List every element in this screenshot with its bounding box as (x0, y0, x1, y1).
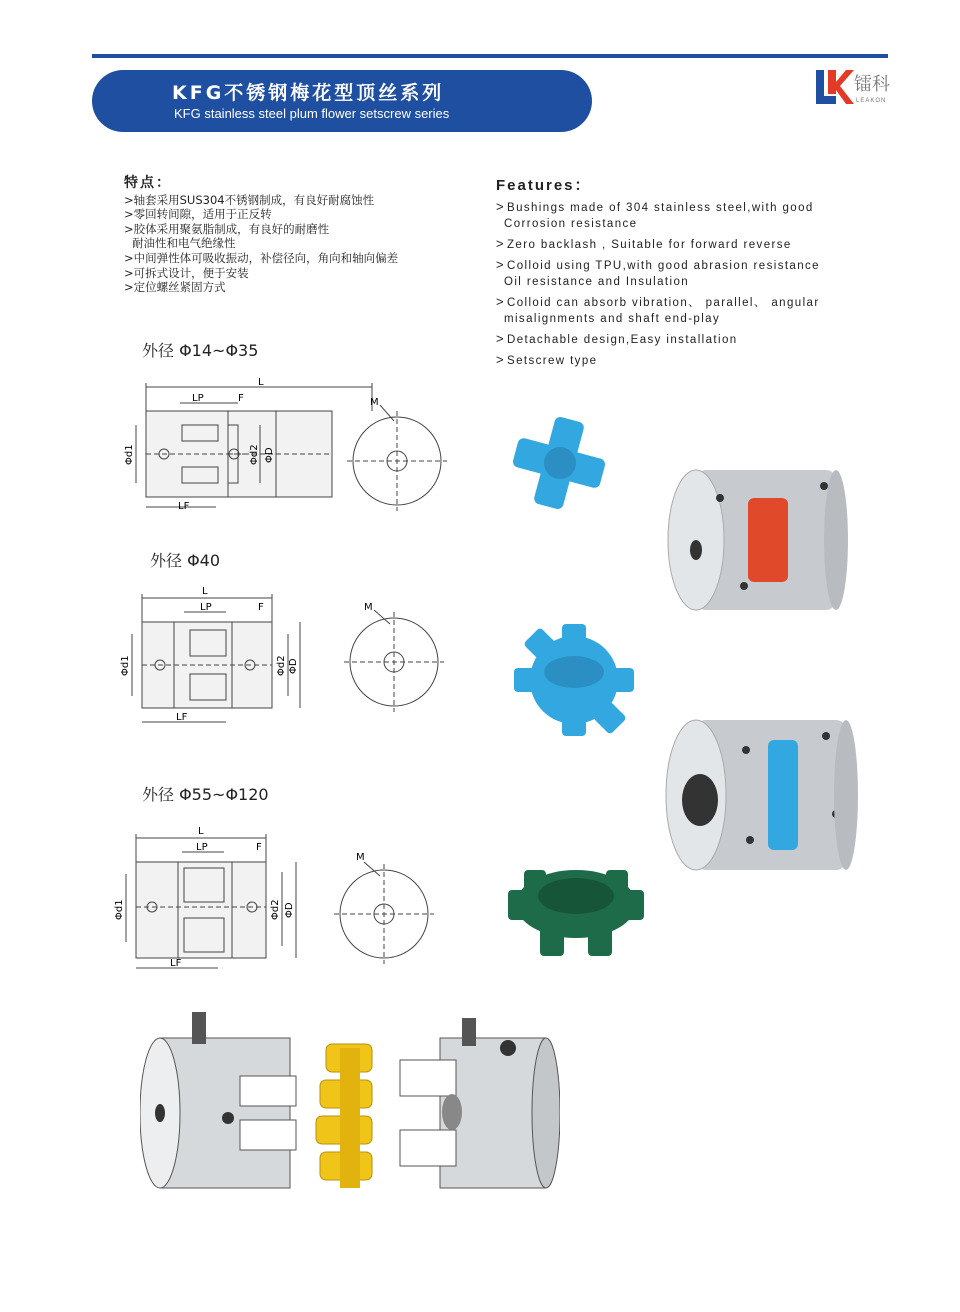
dim-F: F (258, 602, 264, 613)
blue-spider-4-icon (512, 416, 607, 511)
drawing-small (110, 375, 460, 525)
coupling-red-icon (668, 470, 848, 610)
features-cn (124, 176, 398, 295)
features-en-item: > Colloid can absorb vibration、 parallel、 angular misalignments and shaft end-play (496, 294, 820, 325)
dim-L: L (198, 826, 204, 837)
dim-LP: LP (192, 393, 204, 404)
title-cn: KFG不锈钢梅花型顶丝系列 (172, 82, 445, 104)
features-en-item: > Detachable design,Easy installation (496, 331, 738, 346)
dim-d2: Φd2 (276, 655, 287, 676)
dim-M: M (370, 397, 379, 408)
left-hub-icon (140, 1012, 296, 1188)
title-banner (92, 70, 592, 132)
green-spider-icon (508, 870, 644, 956)
features-en-heading: Features： (496, 177, 592, 194)
features-en-item: > Zero backlash , Suitable for forward reverse (496, 236, 792, 251)
dim-d1: Φd1 (124, 444, 135, 465)
dim-L: L (258, 377, 264, 388)
dim-LP: LP (196, 842, 208, 853)
dim-D: ΦD (284, 902, 295, 918)
product-photos (500, 410, 900, 990)
dim-M: M (364, 602, 373, 613)
dim-F: F (238, 393, 244, 404)
leakon-logo (812, 68, 892, 112)
drawing-large (106, 822, 456, 982)
features-cn-item: >中间弹性体可吸收振动，补偿径向，角向和轴向偏差 (124, 250, 399, 265)
dim-d1: Φd1 (114, 899, 125, 920)
logo-text-en: LEAKON (856, 98, 887, 104)
features-en (496, 174, 820, 373)
dim-D: ΦD (288, 658, 299, 674)
section-label-14-35: 外径 Φ14~Φ35 (142, 341, 259, 360)
dim-LF: LF (176, 712, 188, 723)
features-en-item: > Setscrew type (496, 352, 598, 367)
dim-LF: LF (178, 501, 190, 512)
lk-logo-icon (812, 68, 856, 108)
dim-d1: Φd1 (120, 655, 131, 676)
dim-M: M (356, 852, 365, 863)
dim-d2: Φd2 (249, 444, 260, 465)
blue-spider-6-icon (514, 624, 634, 736)
features-cn-heading: 特点： (124, 175, 172, 191)
features-cn-item: 耐油性和电气绝缘性 (132, 236, 236, 251)
drawing-medium (110, 584, 460, 734)
dim-L: L (202, 586, 208, 597)
top-rule (92, 54, 888, 58)
dim-LF: LF (170, 958, 182, 969)
section-label-55-120: 外径 Φ55~Φ120 (142, 785, 269, 804)
features-cn-item: >定位螺丝紧固方式 (124, 280, 226, 295)
dim-LP: LP (200, 602, 212, 613)
features-en-item: > Bushings made of 304 stainless steel,with good Corrosion resistance (496, 199, 814, 230)
yellow-spider-icon (316, 1044, 372, 1188)
section-label-40: 外径 Φ40 (150, 551, 221, 570)
features-cn-item: >可拆式设计，便于安装 (124, 265, 249, 280)
dim-F: F (256, 842, 262, 853)
exploded-view (140, 1008, 560, 1204)
features-cn-item: >零回转间隙，适用于正反转 (124, 207, 272, 222)
logo-text-cn: 镭科 (854, 74, 890, 95)
title-en: KFG stainless steel plum flower setscrew series (174, 106, 450, 121)
right-hub-icon (400, 1018, 560, 1188)
features-cn-item: >轴套采用SUS304不锈钢制成，有良好耐腐蚀性 (124, 192, 375, 207)
coupling-blue-icon (666, 720, 858, 870)
dim-d2: Φd2 (270, 899, 281, 920)
features-cn-item: >胶体采用聚氨脂制成，有良好的耐磨性 (124, 221, 330, 236)
features-en-item: > Colloid using TPU,with good abrasion resistance Oil resistance and Insulation (496, 257, 820, 288)
dim-D: ΦD (264, 447, 275, 463)
